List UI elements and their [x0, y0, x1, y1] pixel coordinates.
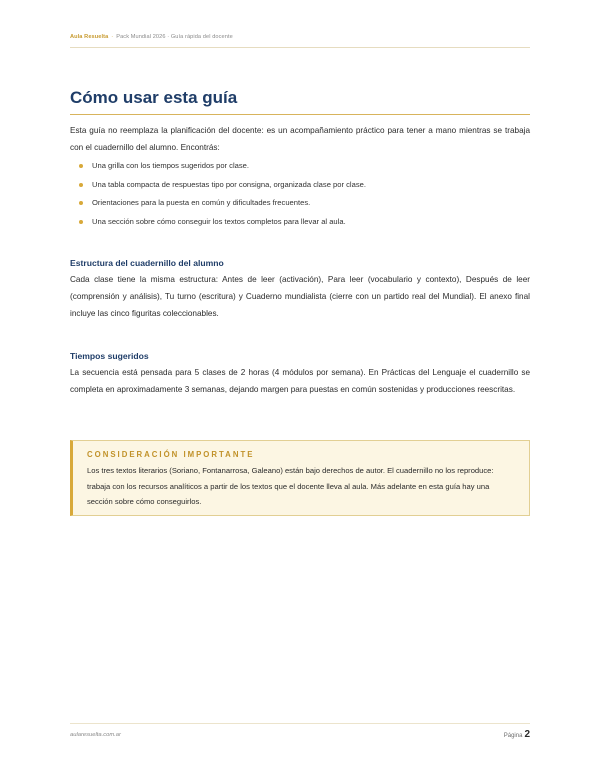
section-heading-structure: Estructura del cuadernillo del alumno [70, 258, 224, 268]
section-heading-times: Tiempos sugeridos [70, 351, 149, 361]
list-item-text: Una sección sobre cómo conseguir los textos completos para llevar al aula. [92, 216, 346, 226]
list-item [70, 216, 530, 228]
bullet-dot-icon [79, 201, 83, 205]
running-header [70, 34, 530, 48]
section-body-times: La secuencia está pensada para 5 clases de 2 horas (4 módulos por semana). En Prácticas del Lenguaje el cuadernillo se completa en aproximadamente 3 semanas, dejando margen para puestas en común sostenidas y producciones reescritas. [70, 368, 530, 394]
list-item-text: Una grilla con los tiempos sugeridos por clase. [92, 161, 250, 170]
page-label: Página [503, 733, 523, 739]
bullet-dot-icon [79, 220, 83, 224]
important-callout [70, 440, 530, 516]
list-item [70, 179, 530, 191]
footer-site-link[interactable]: aularesuelta.com.ar [70, 732, 121, 738]
header-brand: Aula Resuelta [70, 34, 109, 40]
page-footer [70, 723, 530, 738]
list-item [70, 160, 530, 172]
callout-title: CONSIDERACIÓN IMPORTANTE [87, 450, 255, 459]
list-item [70, 197, 530, 209]
page-number [504, 729, 530, 740]
section-body-structure: Cada clase tiene la misma estructura: Antes de leer (activación), Para leer (vocabulario y contexto), Después de leer (comprensión y análisis), Tu turno (escritura) y Cuaderno mundialista (cierre con un partido real del Mundial). El anexo final incluye las cinco figuritas coleccionables. [70, 275, 530, 318]
list-item-text: Orientaciones para la puesta en común y dificultades frecuentes. [92, 198, 311, 207]
page-number-value: 2 [524, 729, 530, 740]
intro-paragraph: Esta guía no reemplaza la planificación del docente: es un acompañamiento práctico para tener a mano mientras se trabaja con el cuadernillo del alumno. Encontrás: [70, 126, 530, 152]
callout-body: Los tres textos literarios (Soriano, Fontanarrosa, Galeano) están bajo derechos de autor. El cuadernillo no los reproduce: trabaja con los recursos analíticos a partir de los textos que el docente lleva al aula. Más adelante en esta guía hay una sección sobre cómo conseguirlos. [87, 466, 494, 506]
page-title: Cómo usar esta guía [70, 88, 530, 115]
header-separator: · [111, 34, 114, 40]
list-item-text: Una tabla compacta de respuestas tipo por consigna, organizada clase por clase. [92, 179, 366, 189]
feature-list [70, 160, 530, 234]
header-subtitle: Pack Mundial 2026 · Guía rápida del docente [116, 34, 233, 40]
bullet-dot-icon [79, 164, 83, 168]
bullet-dot-icon [79, 183, 83, 187]
